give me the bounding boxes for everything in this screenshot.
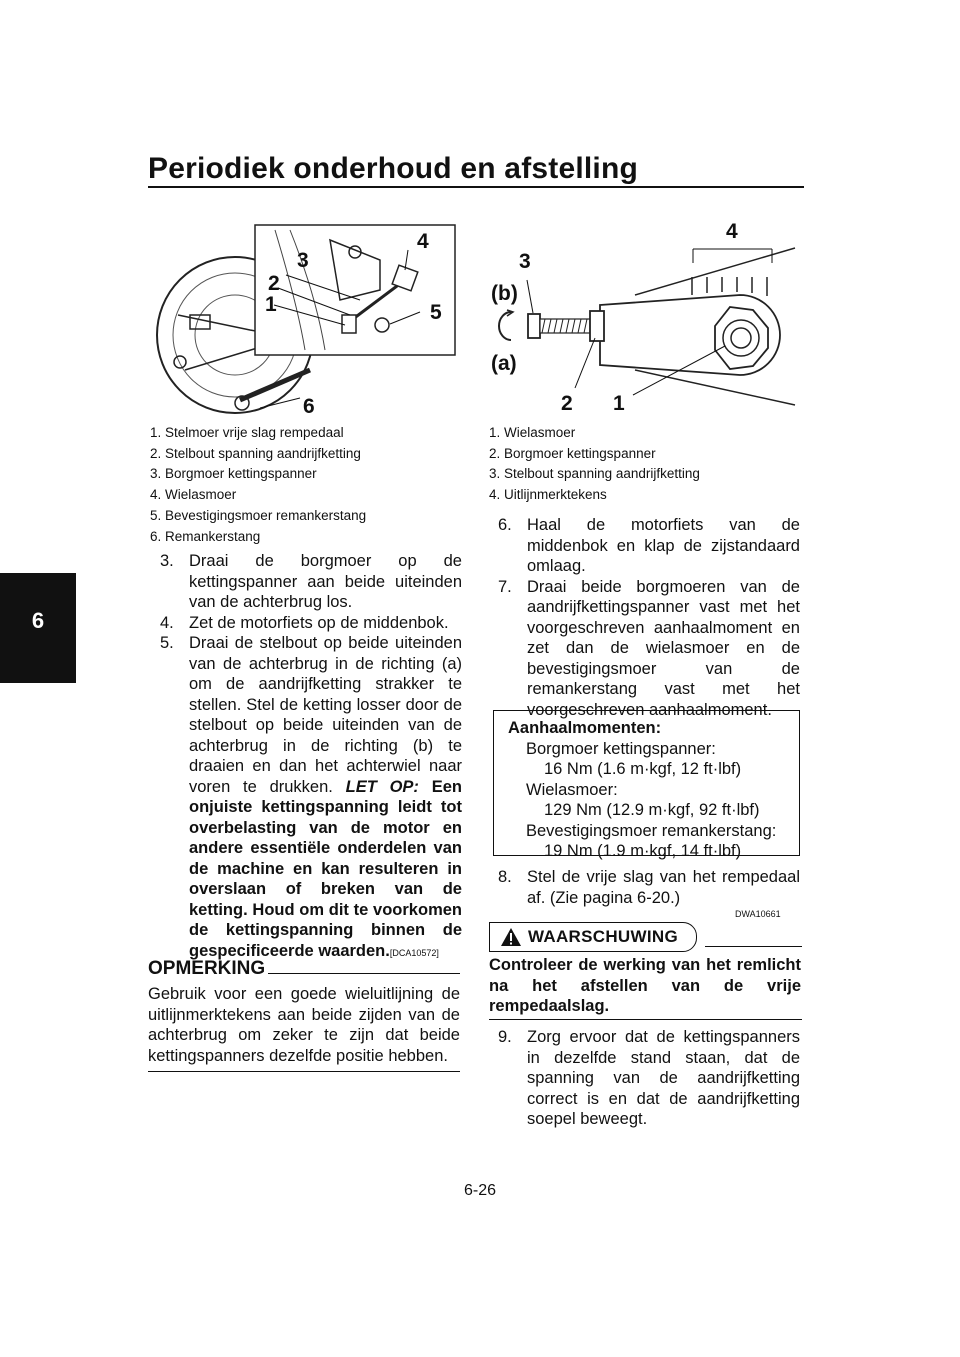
figure-left-legend bbox=[150, 423, 366, 547]
steps-left bbox=[160, 551, 462, 963]
torque-label: Borgmoer kettingspanner: bbox=[526, 739, 716, 758]
legend-item: 2. Stelbout spanning aandrijfketting bbox=[150, 445, 361, 461]
warning-triangle-icon bbox=[500, 927, 522, 947]
step-number: 7. bbox=[498, 577, 512, 596]
step-text: Draai beide borgmoeren van de aandrijfkettingspanner vast met het voorgeschreven aanhaalmoment en zet dan de wielasmoer en de bevestigingsmoer van de remankerstang vast met het voorgeschreven aanhaalmoment. bbox=[527, 577, 800, 719]
legend-item: 3. Borgmoer kettingspanner bbox=[150, 466, 317, 482]
step-text: Draai de stelbout op beide uiteinden van de achterbrug in de richting (a) om de aandrijfketting strakker te stellen. Stel de ketting losser door de stelbout op beide uiteinden van de achterbrug in de richting (b) te draaien en dan het achterwiel naar voren te drukken. bbox=[189, 634, 462, 796]
torque-label: Bevestigingsmoer remankerstang: bbox=[526, 821, 777, 840]
callout-3: 3 bbox=[519, 250, 531, 273]
callout-1: 1 bbox=[613, 392, 625, 415]
step-number: 3. bbox=[160, 552, 174, 570]
note-end-rule bbox=[148, 1071, 460, 1072]
warning-label: WAARSCHUWING bbox=[528, 927, 678, 946]
step-item bbox=[498, 867, 800, 908]
step-number: 8. bbox=[498, 868, 512, 886]
torque-value: 129 Nm (12.9 m·kgf, 92 ft·lbf) bbox=[544, 801, 760, 819]
steps-right bbox=[498, 515, 800, 720]
callout-2: 2 bbox=[561, 392, 573, 415]
note-text: Gebruik voor een goede wieluitlijning de uitlijnmerktekens aan beide zijden van de achterbrug om zeker te zijn dat beide kettingspanners dezelfde positie hebben. bbox=[148, 985, 460, 1065]
figure-right-legend bbox=[489, 423, 700, 506]
note-heading-rule bbox=[268, 973, 460, 974]
step-item bbox=[498, 515, 800, 577]
page-title: Periodiek onderhoud en afstelling bbox=[148, 152, 638, 185]
callout-5: 5 bbox=[430, 301, 442, 324]
callout-4: 4 bbox=[417, 230, 429, 253]
step-number: 4. bbox=[160, 613, 174, 632]
step-item bbox=[160, 613, 462, 634]
note-heading: OPMERKING bbox=[148, 958, 266, 979]
step-number: 9. bbox=[498, 1028, 512, 1046]
warning-heading-rule bbox=[705, 946, 802, 947]
legend-item: 4. Wielasmoer bbox=[150, 487, 237, 503]
warning-code: DWA10661 bbox=[735, 909, 781, 919]
caution-notice bbox=[189, 778, 462, 960]
step-item bbox=[498, 1027, 800, 1130]
legend-item: 3. Stelbout spanning aandrijfketting bbox=[489, 466, 700, 482]
step-text: Zorg ervoor dat de kettingspanners in dezelfde stand staan, dat de spanning van de aandrijfketting correct is en dat de aandrijfketting soepel beweegt. bbox=[527, 1028, 800, 1128]
step-number: 5. bbox=[160, 634, 174, 652]
callout-6: 6 bbox=[303, 395, 315, 418]
step-item bbox=[160, 633, 462, 963]
title-underline bbox=[148, 186, 804, 188]
torque-heading: Aanhaalmomenten: bbox=[508, 719, 662, 737]
step-text: Draai de borgmoer op de kettingspanner aan beide uiteinden van de achterbrug los. bbox=[189, 552, 462, 611]
step-9 bbox=[498, 1027, 800, 1130]
caution-text: Een onjuiste kettingspanning leidt tot overbelasting van de motor en andere essentiële onderdelen van de machine en kan resulteren in overslaan of breken van de ketting. Houd om dit te voorkomen de kettingspanning binnen de gespecificeerde waarden. bbox=[189, 777, 462, 960]
legend-item: 1. Stelmoer vrije slag rempedaal bbox=[150, 425, 344, 440]
torque-value: 16 Nm (1.6 m·kgf, 12 ft·lbf) bbox=[544, 760, 742, 778]
caution-lead: LET OP: bbox=[345, 777, 419, 796]
warning-end-rule bbox=[489, 1019, 802, 1020]
legend-item: 4. Uitlijnmerktekens bbox=[489, 487, 607, 503]
torque-value: 19 Nm (1.9 m·kgf, 14 ft·lbf) bbox=[544, 842, 742, 860]
callout-2: 2 bbox=[268, 272, 280, 295]
step-8 bbox=[498, 867, 800, 908]
step-item bbox=[160, 551, 462, 613]
step-number: 6. bbox=[498, 516, 512, 534]
torque-label: Wielasmoer: bbox=[526, 780, 618, 799]
legend-item: 2. Borgmoer kettingspanner bbox=[489, 445, 656, 461]
callout-4: 4 bbox=[726, 220, 738, 243]
page-number: 6-26 bbox=[463, 1182, 497, 1199]
legend-item: 1. Wielasmoer bbox=[489, 425, 576, 440]
step-text: Haal de motorfiets van de middenbok en klap de zijstandaard omlaag. bbox=[527, 516, 800, 575]
step-text: Stel de vrije slag van het rempedaal af. (Zie pagina 6-20.) bbox=[527, 868, 800, 907]
callout-a: (a) bbox=[491, 352, 517, 375]
legend-item: 6. Remankerstang bbox=[150, 528, 261, 544]
figure-chain-tensioner bbox=[485, 220, 805, 420]
figure-rear-wheel-adjuster bbox=[150, 220, 460, 420]
caution-code: [DCA10572] bbox=[389, 947, 439, 958]
callout-b: (b) bbox=[491, 282, 518, 305]
chapter-tab-number: 6 bbox=[31, 608, 45, 633]
step-item bbox=[498, 577, 800, 721]
warning-badge bbox=[489, 922, 697, 952]
step-text: Zet de motorfiets op de middenbok. bbox=[189, 613, 449, 632]
legend-item: 5. Bevestigingsmoer remankerstang bbox=[150, 507, 367, 523]
callout-1: 1 bbox=[265, 293, 277, 316]
warning-text: Controleer de werking van het remlicht na het afstellen van de vrije rempedaalslag. bbox=[489, 956, 801, 1015]
torque-specs-box bbox=[493, 710, 800, 860]
callout-3: 3 bbox=[297, 249, 309, 272]
